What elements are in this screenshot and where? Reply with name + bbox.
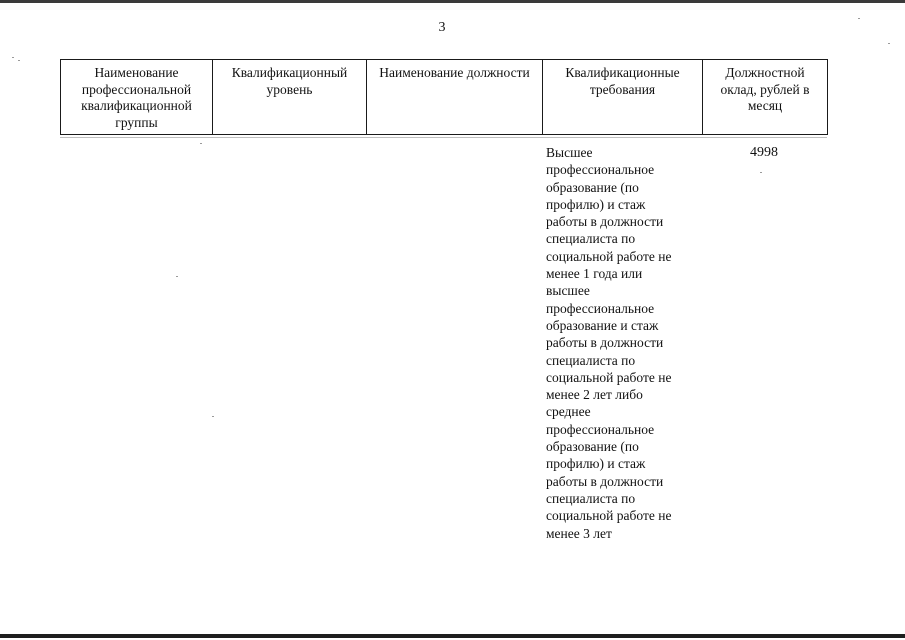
header-cell-salary: Должностной оклад, рублей в месяц xyxy=(703,60,828,135)
page-bottom-edge xyxy=(0,634,905,638)
page-top-edge xyxy=(0,0,905,3)
header-table xyxy=(60,59,828,135)
scan-speck xyxy=(176,276,178,277)
scan-speck xyxy=(18,60,20,61)
header-cell-group-name: Наименование профессиональной квалификационной группы xyxy=(61,60,213,135)
row-divider xyxy=(60,137,827,138)
salary-value: 4998 xyxy=(750,145,778,160)
scan-speck xyxy=(12,57,14,58)
header-cell-requirements: Квалификационные требования xyxy=(543,60,703,135)
scan-speck xyxy=(200,143,202,144)
page-number: 3 xyxy=(438,20,446,35)
scan-speck xyxy=(760,172,762,173)
header-row xyxy=(61,60,828,135)
scan-speck xyxy=(212,416,214,417)
requirements-text: Высшее профессиональное образование (по профилю) и стаж работы в должности специалиста по социальной работе не менее 1 года или высшее профессиональное образование и стаж работы в должности специалиста по социальной работе не менее 2 лет либо среднее профессиональное образование (по профилю) и стаж работы в должности специалиста по социальной работе не менее 3 лет xyxy=(546,145,672,541)
scan-speck xyxy=(888,43,890,44)
header-cell-qualification-level: Квалификационный уровень xyxy=(213,60,367,135)
scan-speck xyxy=(858,18,860,19)
header-cell-position-name: Наименование должности xyxy=(367,60,543,135)
